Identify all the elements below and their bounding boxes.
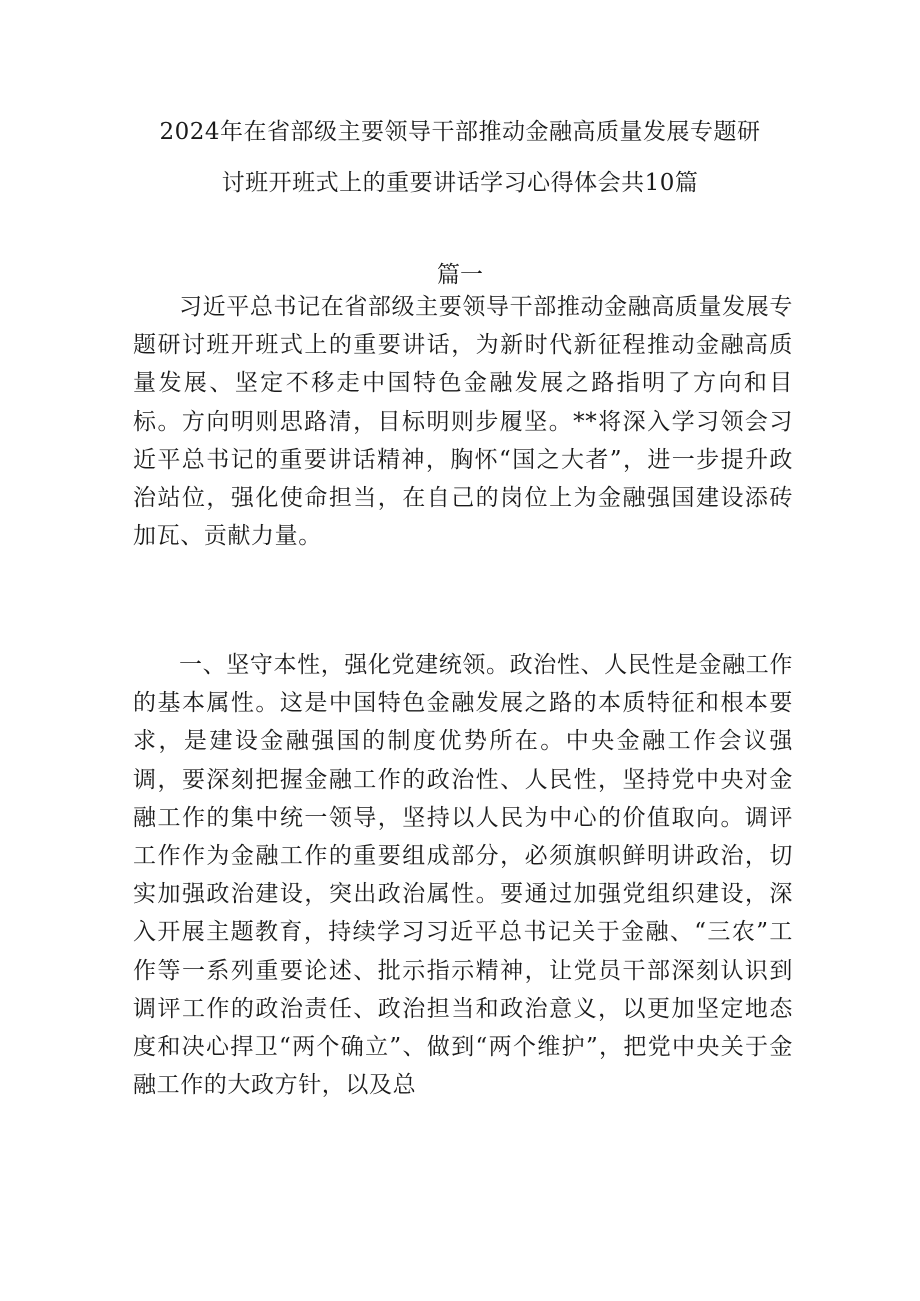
paragraph-2-text: 一、坚守本性，强化党建统领。政治性、人民性是金融工作的基本属性。这是中国特色金融发展之路的本质特征和根本要求，是建设金融强国的制度优势所在。中央金融工作会议强调，要深刻把握金融工作的政治性、人民性，坚持党中央对金融工作的集中统一领导，坚持以人民为中心的价值取向。调评工作作为金融工作的重要组成部分，必须旗帜鲜明讲政治，切实加强政治建设，突出政治属性。要通过加强党组织建设，深入开展主题教育，持续学习习近平总书记关于金融、“三农”工作等一系列重要论述、批示指示精神，让党员干部深刻认识到调评工作的政治责任、政治担当和政治意义，以更加坚定地态度和决心捍卫“两个确立”、做到“两个维护”，把党中央关于金融工作的大政方针，以及总 <box>133 652 793 1099</box>
section-heading: 篇一 <box>437 262 483 288</box>
document-title-line-2: 讨班开班式上的重要讲话学习心得体会共10篇 <box>221 170 699 196</box>
paragraph-1 <box>133 288 793 555</box>
paragraph-1-text: 习近平总书记在省部级主要领导干部推动金融高质量发展专题研讨班开班式上的重要讲话，为新时代新征程推动金融高质量发展、坚定不移走中国特色金融发展之路指明了方向和目标。方向明则思路清，目标明则步履坚。**将深入学习领会习近平总书记的重要讲话精神，胸怀“国之大者”，进一步提升政治站位，强化使命担当，在自己的岗位上为金融强国建设添砖加瓦、贡献力量。 <box>133 294 793 550</box>
document-title-line-1: 2024年在省部级主要领导干部推动金融高质量发展专题研 <box>159 119 761 145</box>
paragraph-2 <box>133 646 793 1104</box>
